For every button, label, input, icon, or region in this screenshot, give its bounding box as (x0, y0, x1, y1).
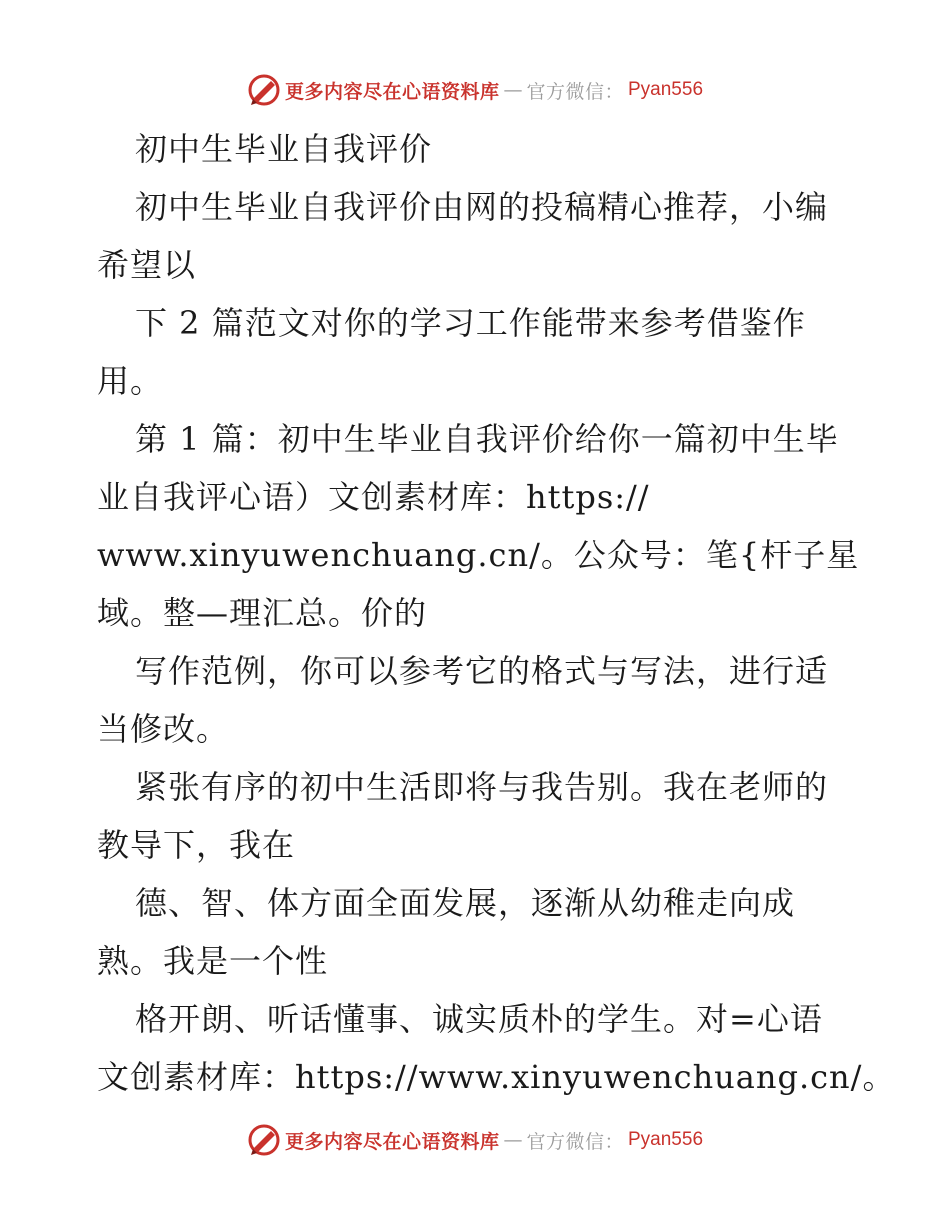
paragraph-line: 业自我评心语）文创素材库：https:// (97, 478, 650, 516)
document-body (97, 120, 896, 1106)
paragraph-line: 初中生毕业自我评价由网的投稿精心推荐，小编 (135, 188, 829, 226)
paragraph-line: 域。整—理汇总。价的 (97, 594, 428, 632)
paragraph-line: 文创素材库：https://www.xinyuwenchuang.cn/。 (97, 1058, 896, 1096)
paragraph-line: 下 2 篇范文对你的学习工作能带来参考借鉴作 (135, 304, 806, 342)
paragraph-line: 用。 (97, 362, 164, 400)
paragraph-line: 第 1 篇：初中生毕业自我评价给你一篇初中生毕 (135, 420, 839, 458)
paragraph-line: 教导下，我在 (97, 826, 296, 864)
paragraph-line: www.xinyuwenchuang.cn/。公众号：笔{杆子星 (97, 536, 860, 574)
banner-dash: — (503, 79, 523, 101)
pen-logo-icon (247, 1123, 281, 1157)
pen-logo-icon (247, 73, 281, 107)
header-banner (0, 70, 950, 110)
document-title: 初中生毕业自我评价 (135, 130, 433, 168)
paragraph-line: 德、智、体方面全面发展，逐渐从幼稚走向成 (135, 884, 796, 922)
paragraph-line: 紧张有序的初中生活即将与我告别。我在老师的 (135, 768, 829, 806)
banner-wechat-id: Pyan556 (628, 79, 704, 100)
paragraph-line: 写作范例，你可以参考它的格式与写法，进行适 (135, 652, 829, 690)
banner-wechat-label: 官方微信： (526, 80, 624, 103)
banner-wechat-label: 官方微信： (526, 1130, 624, 1153)
paragraph-line: 希望以 (97, 246, 197, 284)
banner-dash: — (503, 1129, 523, 1151)
paragraph-line: 当修改。 (97, 710, 230, 748)
banner-main-text: 更多内容尽在心语资料库 (284, 1130, 500, 1153)
banner-wechat-id: Pyan556 (628, 1129, 704, 1150)
paragraph-line: 熟。我是一个性 (97, 942, 329, 980)
footer-banner (0, 1120, 950, 1160)
paragraph-line: 格开朗、听话懂事、诚实质朴的学生。对=心语 (135, 1000, 823, 1038)
banner-main-text: 更多内容尽在心语资料库 (284, 80, 500, 103)
